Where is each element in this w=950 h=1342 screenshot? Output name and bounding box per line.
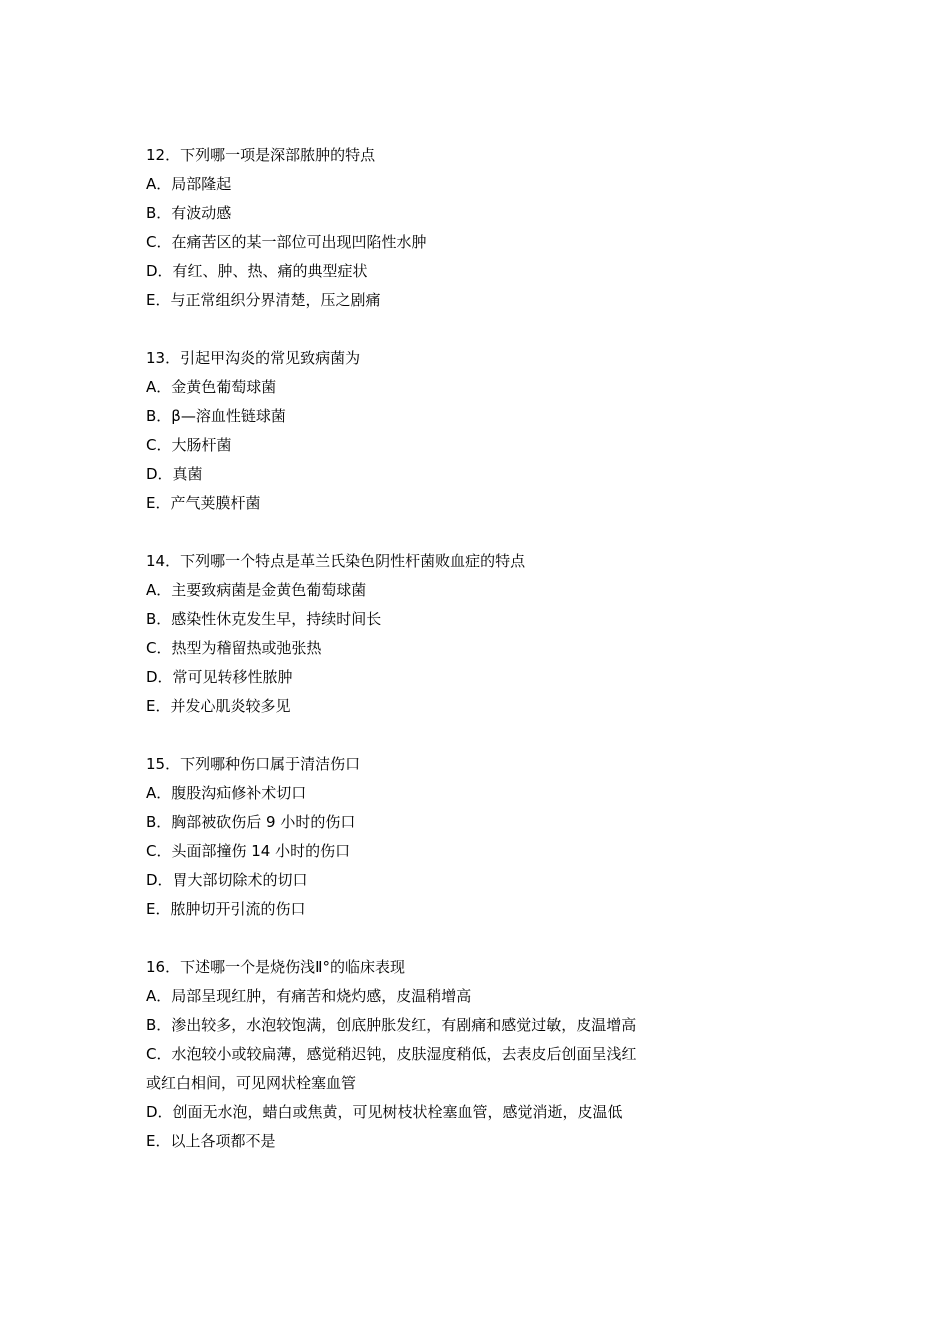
option-e: E．并发心肌炎较多见 <box>146 697 291 715</box>
question-15 <box>146 750 646 924</box>
option-c: C．在痛苦区的某一部位可出现凹陷性水肿 <box>146 233 427 251</box>
option-b: B．有波动感 <box>146 204 232 222</box>
option-c: C．水泡较小或较扁薄，感觉稍迟钝，皮肤湿度稍低，去表皮后创面呈浅红或红白相间，可见网状栓塞血管 <box>146 1045 637 1092</box>
question-16 <box>146 953 646 1156</box>
option-c: C．大肠杆菌 <box>146 436 232 454</box>
question-14 <box>146 547 646 721</box>
question-stem: 14．下列哪一个特点是革兰氏染色阴性杆菌败血症的特点 <box>146 552 526 570</box>
option-b: B．β—溶血性链球菌 <box>146 407 286 425</box>
option-a: A．主要致病菌是金黄色葡萄球菌 <box>146 581 367 599</box>
option-e: E．产气荚膜杆菌 <box>146 494 261 512</box>
option-e: E．以上各项都不是 <box>146 1132 276 1150</box>
option-b: B．胸部被砍伤后 9 小时的伤口 <box>146 813 356 831</box>
option-a: A．金黄色葡萄球菌 <box>146 378 277 396</box>
option-e: E．脓肿切开引流的伤口 <box>146 900 306 918</box>
option-c: C．热型为稽留热或弛张热 <box>146 639 322 657</box>
question-stem: 15．下列哪种伤口属于清洁伤口 <box>146 755 361 773</box>
option-d: D．创面无水泡，蜡白或焦黄，可见树枝状栓塞血管，感觉消逝，皮温低 <box>146 1103 623 1121</box>
option-a: A．腹股沟疝修补术切口 <box>146 784 307 802</box>
option-b: B．渗出较多，水泡较饱满，创底肿胀发红，有剧痛和感觉过敏，皮温增高 <box>146 1016 637 1034</box>
option-a: A．局部呈现红肿，有痛苦和烧灼感，皮温稍增高 <box>146 987 472 1005</box>
question-13 <box>146 344 646 518</box>
option-d: D．有红、肿、热、痛的典型症状 <box>146 262 368 280</box>
option-d: D．胃大部切除术的切口 <box>146 871 308 889</box>
question-stem: 12．下列哪一项是深部脓肿的特点 <box>146 146 376 164</box>
option-b: B．感染性休克发生早，持续时间长 <box>146 610 382 628</box>
question-stem: 13．引起甲沟炎的常见致病菌为 <box>146 349 361 367</box>
option-d: D．常可见转移性脓肿 <box>146 668 293 686</box>
option-a: A．局部隆起 <box>146 175 232 193</box>
option-c: C．头面部撞伤 14 小时的伤口 <box>146 842 351 860</box>
option-e: E．与正常组织分界清楚，压之剧痛 <box>146 291 381 309</box>
question-stem: 16．下述哪一个是烧伤浅Ⅱ°的临床表现 <box>146 958 405 976</box>
document-page <box>146 141 646 1185</box>
question-12 <box>146 141 646 315</box>
option-d: D．真菌 <box>146 465 203 483</box>
